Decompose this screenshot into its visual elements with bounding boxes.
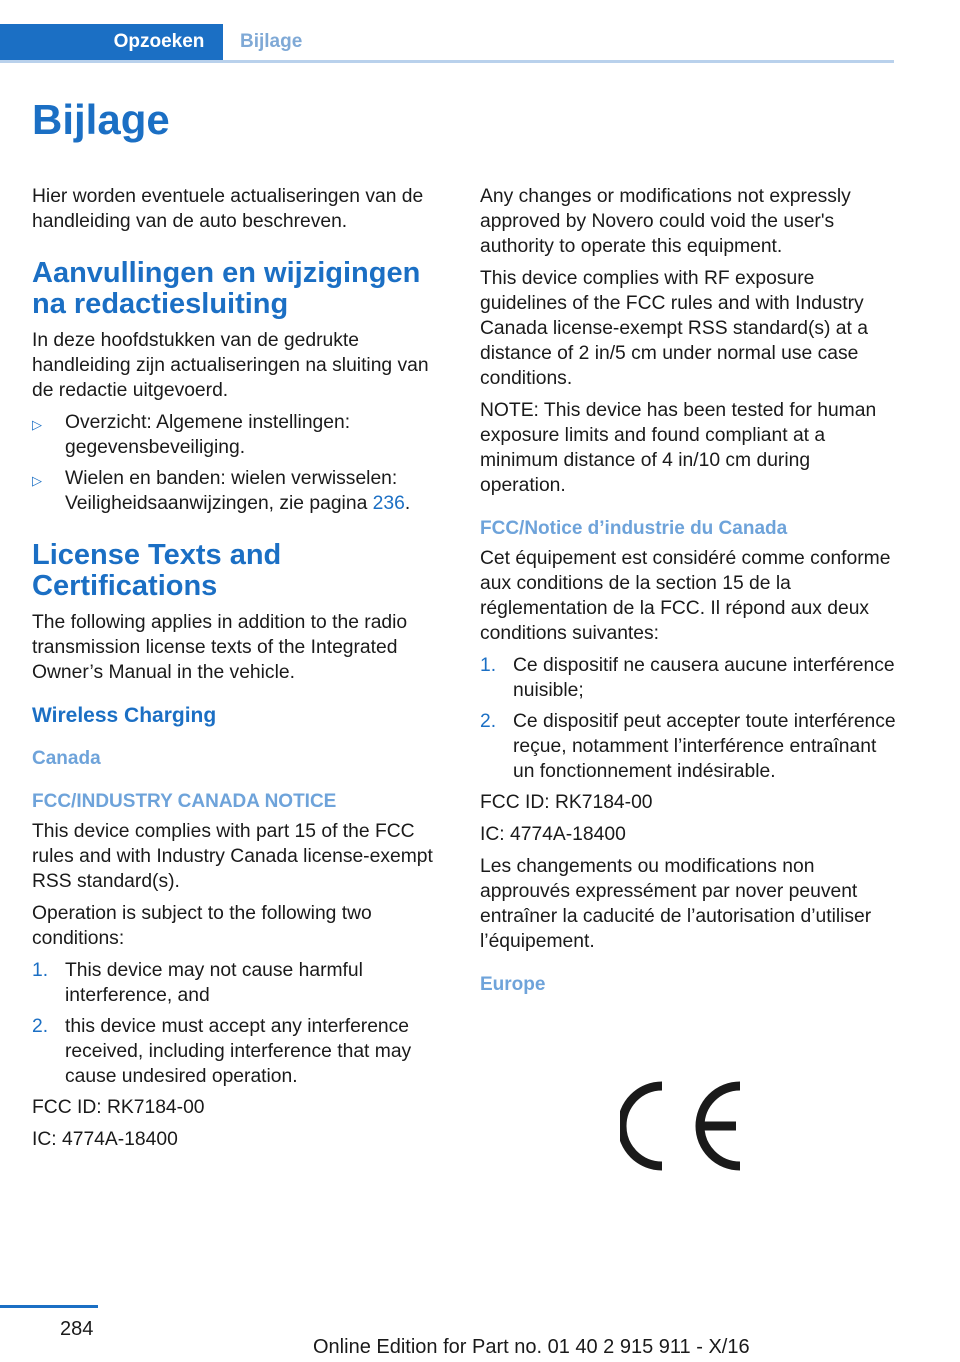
subheading-notice-canada: FCC/Notice d’industrie du Canada <box>480 518 788 539</box>
fr-paragraph-1: Cet équipement est considéré comme conforme aux conditions de la section 15 de la réglementation de la FCC. Il répond aux deux conditions suivantes: <box>480 548 891 644</box>
list-number: 2. <box>32 1016 49 1037</box>
left-column <box>32 184 448 1159</box>
list-number: 1. <box>32 960 49 981</box>
aanvullingen-list <box>32 410 448 516</box>
ce-mark-icon <box>620 1080 746 1172</box>
fcc-id: FCC ID: RK7184-00 <box>32 1097 205 1118</box>
subheading-europe: Europe <box>480 974 546 995</box>
page-reference-link[interactable]: 236 <box>372 493 405 514</box>
list-item-text <box>65 466 448 516</box>
fr-fcc-id: FCC ID: RK7184-00 <box>480 792 653 813</box>
section-heading-aanvullingen: Aanvullingen en wijzigingen na redactiesluiting <box>32 257 421 320</box>
tab-bijlage[interactable] <box>240 24 302 60</box>
list-item <box>32 466 448 516</box>
list-item-text: this device must accept any interference received, including interference that may cause undesired operation. <box>65 1016 412 1087</box>
note-paragraph: NOTE: This device has been tested for human exposure limits and found compliant at a minimum distance of 4 in/10 cm during operation. <box>480 400 877 496</box>
footer-divider <box>0 1305 98 1308</box>
fr-ic-id: IC: 4774A-18400 <box>480 824 626 845</box>
list-item-text: Overzicht: Algemene instellingen: gegevensbeveiliging. <box>65 412 351 458</box>
list-number: 2. <box>480 711 497 732</box>
list-item-text-part: Wielen en banden: wielen verwisselen: Veiligheidsaanwijzingen, zie pagina <box>65 468 398 514</box>
list-item-text: Ce dispositif ne causera aucune interférence nuisible; <box>513 655 895 701</box>
fr-conditions-list <box>480 653 896 784</box>
intro-text: Hier worden eventuele actualiseringen van de handleiding van de auto beschreven. <box>32 186 424 232</box>
triangle-bullet-icon: ▷ <box>32 473 42 488</box>
right-column <box>480 184 896 1002</box>
tab-opzoeken-label: Opzoeken <box>113 31 205 52</box>
list-number: 1. <box>480 655 497 676</box>
subheading-wireless-charging: Wireless Charging <box>32 704 217 727</box>
changes-paragraph: Any changes or modifications not expressly approved by Novero could void the user's authority to operate this equipment. <box>480 186 851 257</box>
section-heading-license: License Texts and Certifications <box>32 539 282 602</box>
tab-bar <box>0 24 894 62</box>
ic-id: IC: 4774A-18400 <box>32 1129 178 1150</box>
conditions-list <box>32 958 448 1089</box>
list-item-text-end: . <box>404 493 411 514</box>
fcc-paragraph-1: This device complies with part 15 of the FCC rules and with Industry Canada license-exempt RSS standard(s). <box>32 821 433 892</box>
triangle-bullet-icon: ▷ <box>32 417 42 432</box>
subheading-fcc-notice: FCC/INDUSTRY CANADA NOTICE <box>32 791 337 812</box>
fcc-paragraph-2: Operation is subject to the following two conditions: <box>32 903 372 949</box>
tab-bijlage-label: Bijlage <box>240 31 303 52</box>
page-title: Bijlage <box>32 96 170 143</box>
list-item-text: This device may not cause harmful interference, and <box>65 960 363 1006</box>
tab-opzoeken[interactable] <box>0 24 223 60</box>
list-item <box>480 709 896 784</box>
list-item <box>32 958 448 1008</box>
section-text-aanvullingen: In deze hoofdstukken van de gedrukte handleiding zijn actualiseringen na sluiting van de redactie uitgevoerd. <box>32 330 429 401</box>
list-item <box>32 1014 448 1089</box>
list-item <box>32 410 448 460</box>
edition-text: Online Edition for Part no. 01 40 2 915 911 - X/16 <box>313 1336 750 1358</box>
tab-divider <box>0 60 894 63</box>
fr-paragraph-2: Les changements ou modifications non approuvés expressément par nover peuvent entraîner la caducité de l’autorisation d’utiliser l’équipement. <box>480 856 872 952</box>
page-number: 284 <box>60 1318 94 1340</box>
subheading-canada: Canada <box>32 748 101 769</box>
list-item-text: Ce dispositif peut accepter toute interférence reçue, notamment l’interférence entraînant un fonctionnement indésirable. <box>513 711 896 782</box>
rf-exposure-paragraph: This device complies with RF exposure guidelines of the FCC rules and with Industry Canada license-exempt RSS standard(s) at a distance of 2 in/5 cm under normal use case conditions. <box>480 268 868 389</box>
section-text-license: The following applies in addition to the radio transmission license texts of the Integrated Owner’s Manual in the vehicle. <box>32 612 408 683</box>
list-item <box>480 653 896 703</box>
